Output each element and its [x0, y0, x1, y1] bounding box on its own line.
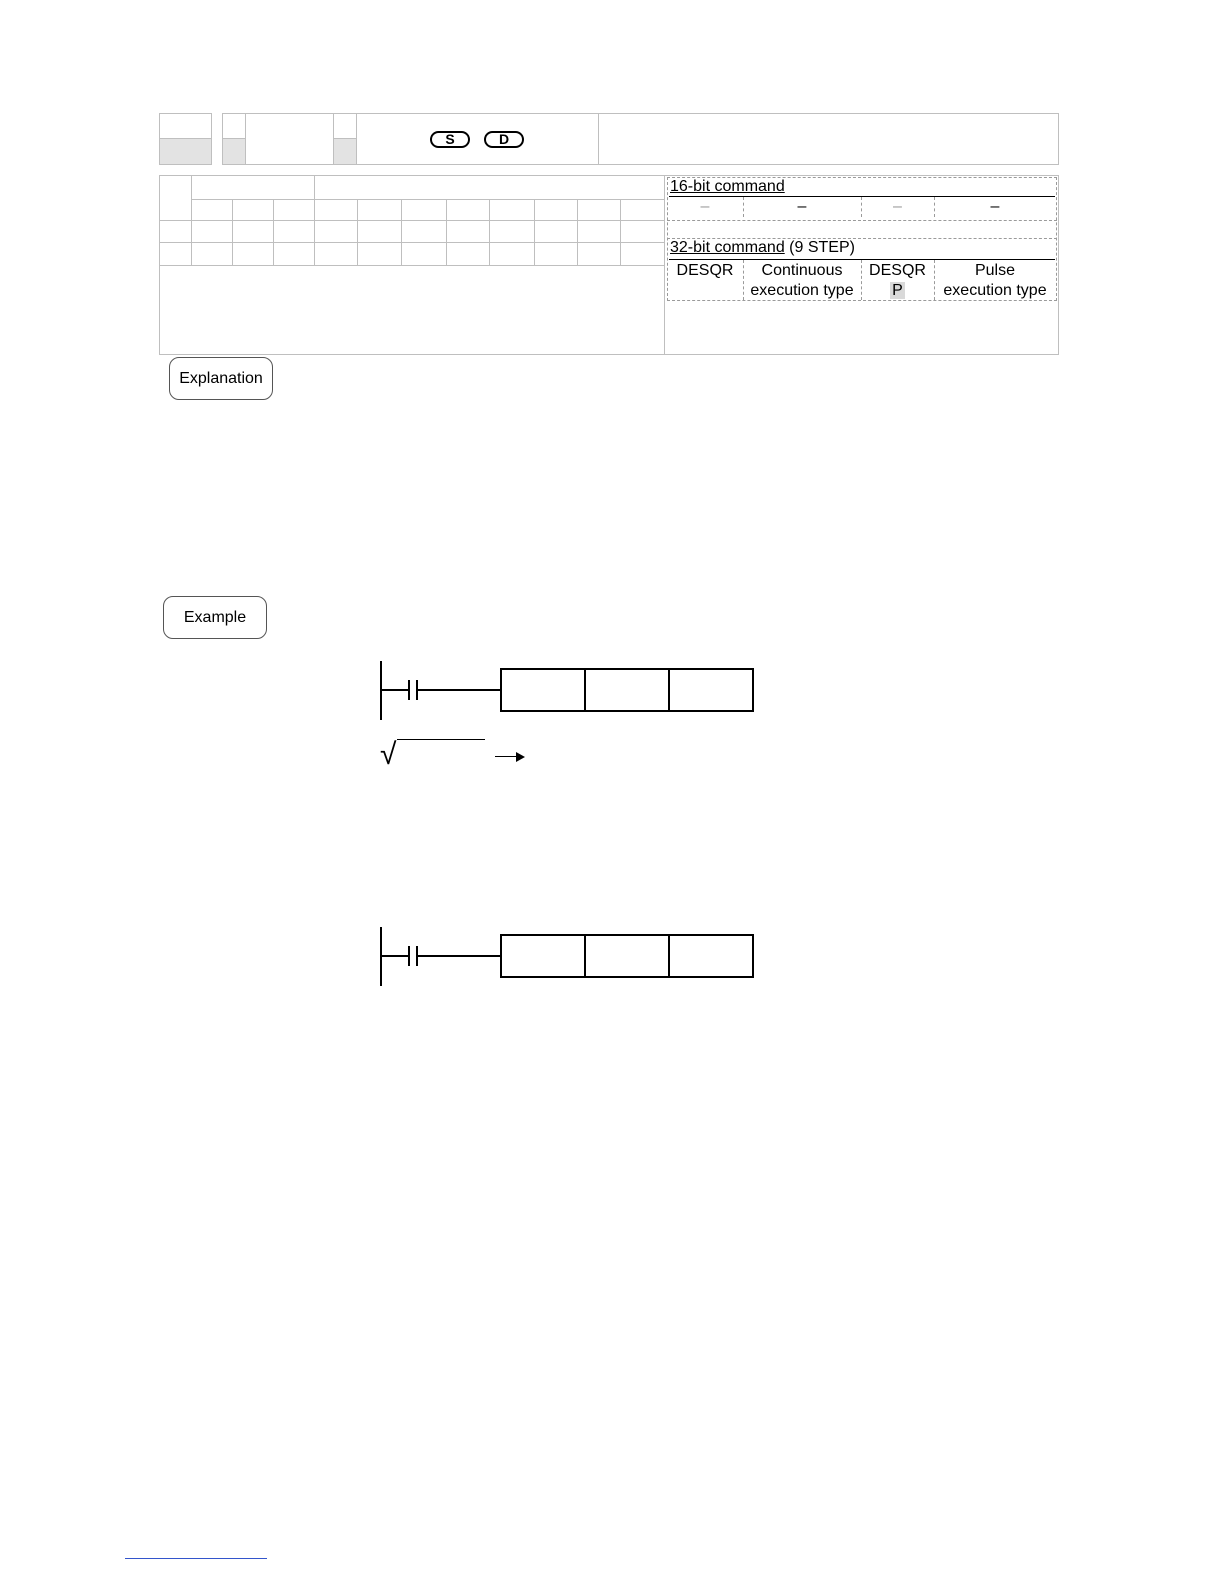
command-32-title-text: 32-bit command	[670, 239, 785, 256]
pulse-suffix-text: P	[892, 282, 903, 299]
example-badge	[163, 596, 267, 639]
pulse-mnemonic: DESQR	[869, 262, 926, 279]
operand-s-label: S	[445, 131, 455, 147]
operand-d-badge	[484, 131, 524, 148]
pulse-label-line2: execution type	[943, 282, 1047, 299]
continuous-label-line1: Continuous	[761, 262, 843, 279]
command-16-dash-4: –	[990, 198, 1000, 215]
contact-1-left	[408, 680, 410, 700]
arrow-head-icon	[516, 752, 525, 762]
operand-d-label: D	[498, 131, 510, 147]
instruction-box-1c	[668, 668, 754, 712]
command-16-title	[670, 178, 785, 196]
pulse-suffix	[862, 282, 933, 300]
sqrt-overline	[397, 739, 485, 740]
command-16-title-text: 16-bit command	[670, 178, 785, 195]
continuous-label-line2: execution type	[750, 282, 854, 299]
contact-2-left	[408, 946, 410, 966]
command-32-steps: (9 STEP)	[789, 239, 855, 256]
arrow-shaft	[495, 756, 517, 757]
footer-rule	[125, 1558, 267, 1559]
command-32-title	[670, 239, 855, 257]
continuous-mnemonic: DESQR	[676, 262, 734, 279]
explanation-badge	[169, 357, 273, 400]
command-16-dash-1: –	[700, 198, 710, 215]
command-16-dash-2: –	[797, 198, 807, 215]
instruction-box-2c	[668, 934, 754, 978]
example-label: Example	[183, 608, 247, 626]
instruction-box-1a	[500, 668, 586, 712]
instruction-box-2b	[584, 934, 670, 978]
instruction-box-1b	[584, 668, 670, 712]
operand-s-badge	[430, 131, 470, 148]
explanation-label: Explanation	[179, 369, 263, 387]
instruction-box-2a	[500, 934, 586, 978]
pulse-label-line1: Pulse	[974, 262, 1016, 279]
command-16-dash-3: –	[893, 198, 902, 215]
sqrt-icon: √	[380, 738, 397, 771]
